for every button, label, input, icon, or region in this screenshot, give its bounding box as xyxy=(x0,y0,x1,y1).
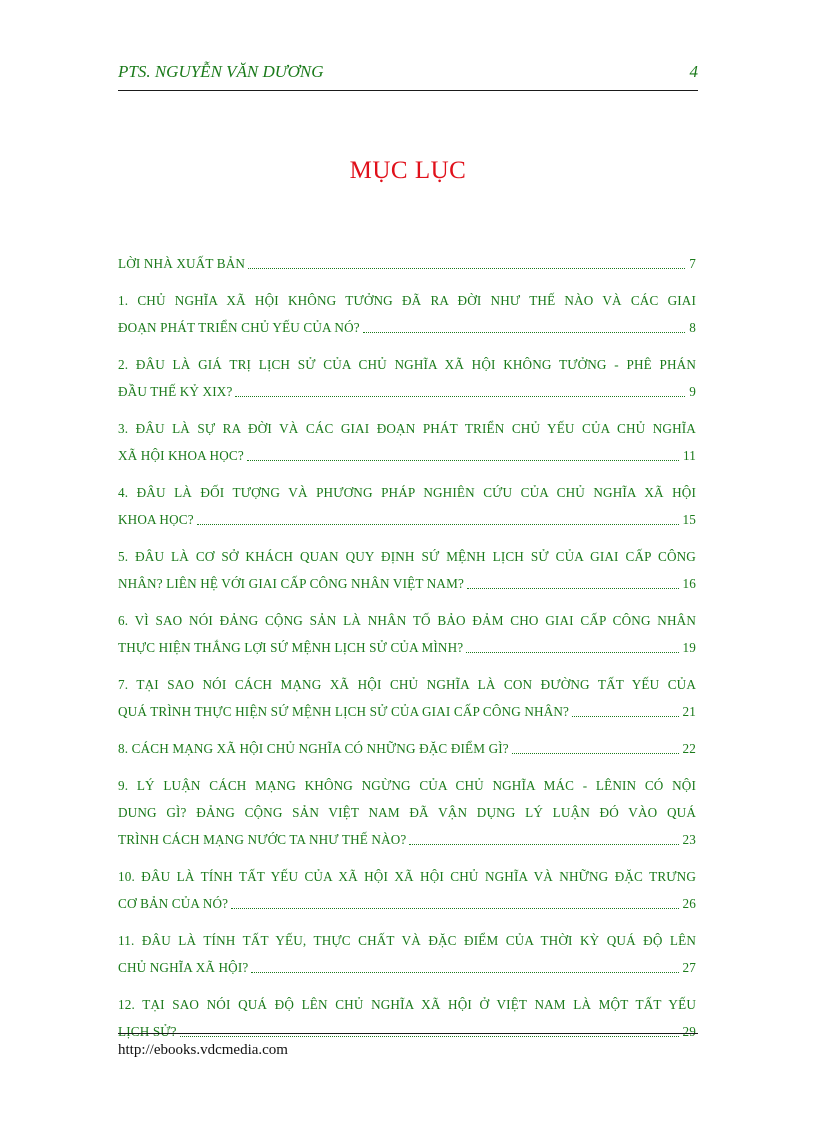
toc-entry[interactable] xyxy=(118,543,696,597)
dot-leader xyxy=(197,524,679,525)
dot-leader xyxy=(512,753,679,754)
toc-page-number: 27 xyxy=(682,960,696,975)
toc-entry-text: ĐẦU THẾ KỶ XIX? xyxy=(118,384,233,399)
toc-entry-text: CƠ BẢN CỦA NÓ? xyxy=(118,896,229,911)
footer-url[interactable]: http://ebooks.vdcmedia.com xyxy=(118,1042,288,1058)
toc-page-number: 23 xyxy=(682,832,696,847)
toc-page-number: 29 xyxy=(682,1024,696,1039)
toc-page-number: 22 xyxy=(682,741,696,756)
toc-page-number: 15 xyxy=(682,512,696,527)
dot-leader xyxy=(248,268,685,269)
toc-entry-text: 12. TẠI SAO NÓI QUÁ ĐỘ LÊN CHỦ NGHĨA XÃ HỘI Ở VIỆT NAM LÀ MỘT TẤT YẾU xyxy=(118,997,696,1012)
author-name: PTS. NGUYỄN VĂN DƯƠNG xyxy=(118,62,324,81)
toc-entry-text: TRÌNH CÁCH MẠNG NƯỚC TA NHƯ THẾ NÀO? xyxy=(118,832,407,847)
toc-entry-text: LỜI NHÀ XUẤT BẢN xyxy=(118,256,246,271)
toc-entry-text: ĐOẠN PHÁT TRIỂN CHỦ YẾU CỦA NÓ? xyxy=(118,320,360,335)
toc-entry[interactable] xyxy=(118,250,696,277)
page-number: 4 xyxy=(689,62,698,81)
toc-page-number: 11 xyxy=(683,448,696,463)
toc-entry-text: LỊCH SỬ? xyxy=(118,1024,177,1039)
dot-leader xyxy=(467,588,679,589)
table-of-contents xyxy=(118,250,696,1055)
toc-entry[interactable] xyxy=(118,415,696,469)
dot-leader xyxy=(251,972,678,973)
toc-entry-text: 5. ĐÂU LÀ CƠ SỞ KHÁCH QUAN QUY ĐỊNH SỨ MỆNH LỊCH SỬ CỦA GIAI CẤP CÔNG xyxy=(118,549,696,564)
toc-page-number: 21 xyxy=(682,704,696,719)
toc-title: MỤC LỤC xyxy=(349,157,467,184)
toc-entry[interactable] xyxy=(118,863,696,917)
dot-leader xyxy=(466,652,678,653)
toc-entry-text: 4. ĐÂU LÀ ĐỐI TƯỢNG VÀ PHƯƠNG PHÁP NGHIÊN CỨU CỦA CHỦ NGHĨA XÃ HỘI xyxy=(118,485,696,500)
toc-entry-text: THỰC HIỆN THẮNG LỢI SỨ MỆNH LỊCH SỬ CỦA MÌNH? xyxy=(118,640,464,655)
toc-entry-text: 7. TẠI SAO NÓI CÁCH MẠNG XÃ HỘI CHỦ NGHĨA LÀ CON ĐƯỜNG TẤT YẾU CỦA xyxy=(118,677,696,692)
toc-page-number: 9 xyxy=(689,384,696,399)
toc-entry[interactable] xyxy=(118,351,696,405)
toc-entry-text: 9. LÝ LUẬN CÁCH MẠNG KHÔNG NGỪNG CỦA CHỦ NGHĨA MÁC - LÊNIN CÓ NỘI xyxy=(118,778,696,793)
toc-page-number: 8 xyxy=(689,320,696,335)
page-header xyxy=(118,60,698,91)
toc-entry-text: 11. ĐÂU LÀ TÍNH TẤT YẾU, THỰC CHẤT VÀ ĐẶC ĐIỂM CỦA THỜI KỲ QUÁ ĐỘ LÊN xyxy=(118,933,696,948)
toc-entry-text: KHOA HỌC? xyxy=(118,512,194,527)
toc-page-number: 26 xyxy=(682,896,696,911)
toc-entry-text: XÃ HỘI KHOA HỌC? xyxy=(118,448,244,463)
dot-leader xyxy=(247,460,679,461)
toc-entry-text: NHÂN? LIÊN HỆ VỚI GIAI CẤP CÔNG NHÂN VIỆT NAM? xyxy=(118,576,464,591)
toc-entry[interactable] xyxy=(118,607,696,661)
toc-entry-text: 3. ĐÂU LÀ SỰ RA ĐỜI VÀ CÁC GIAI ĐOẠN PHÁT TRIỂN CHỦ YẾU CỦA CHỦ NGHĨA xyxy=(118,421,696,436)
dot-leader xyxy=(409,844,678,845)
dot-leader xyxy=(572,716,678,717)
toc-entry-text: 6. VÌ SAO NÓI ĐẢNG CỘNG SẢN LÀ NHÂN TỐ BẢO ĐẢM CHO GIAI CẤP CÔNG NHÂN xyxy=(118,613,696,628)
toc-page-number: 19 xyxy=(682,640,696,655)
dot-leader xyxy=(235,396,685,397)
toc-entry-text: 10. ĐÂU LÀ TÍNH TẤT YẾU CỦA XÃ HỘI XÃ HỘI CHỦ NGHĨA VÀ NHỮNG ĐẶC TRƯNG xyxy=(118,869,696,884)
toc-entry-text: QUÁ TRÌNH THỰC HIỆN SỨ MỆNH LỊCH SỬ CỦA GIAI CẤP CÔNG NHÂN? xyxy=(118,704,570,719)
toc-entry[interactable] xyxy=(118,671,696,725)
dot-leader xyxy=(231,908,678,909)
dot-leader xyxy=(363,332,685,333)
toc-entry-text: 2. ĐÂU LÀ GIÁ TRỊ LỊCH SỬ CỦA CHỦ NGHĨA XÃ HỘI KHÔNG TƯỞNG - PHÊ PHÁN xyxy=(118,357,696,372)
toc-entry[interactable] xyxy=(118,479,696,533)
toc-entry-text: 1. CHỦ NGHĨA XÃ HỘI KHÔNG TƯỞNG ĐÃ RA ĐỜI NHƯ THẾ NÀO VÀ CÁC GIAI xyxy=(118,293,696,308)
toc-page-number: 16 xyxy=(682,576,696,591)
toc-page-number: 7 xyxy=(689,256,696,271)
toc-entry[interactable] xyxy=(118,772,696,853)
dot-leader xyxy=(180,1036,679,1037)
toc-entry-text: CHỦ NGHĨA XÃ HỘI? xyxy=(118,960,249,975)
toc-entry[interactable] xyxy=(118,991,696,1045)
toc-entry[interactable] xyxy=(118,735,696,762)
toc-entry[interactable] xyxy=(118,927,696,981)
toc-entry-text: 8. CÁCH MẠNG XÃ HỘI CHỦ NGHĨA CÓ NHỮNG ĐẶC ĐIỂM GÌ? xyxy=(118,741,509,756)
page-footer xyxy=(118,1033,698,1058)
toc-entry-text: DUNG GÌ? ĐẢNG CỘNG SẢN VIỆT NAM ĐÃ VẬN DỤNG LÝ LUẬN ĐÓ VÀO QUÁ xyxy=(118,805,696,820)
toc-entry[interactable] xyxy=(118,287,696,341)
